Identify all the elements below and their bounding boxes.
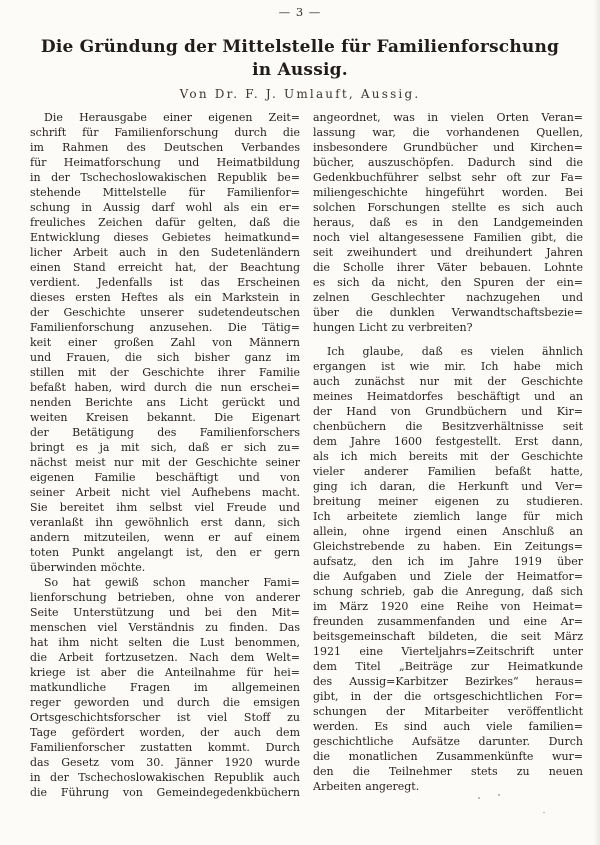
text-line: vieler anderer Familien befaßt hatte, — [313, 465, 583, 478]
text-line: befaßt haben, wird durch die nun erschei= — [30, 381, 300, 394]
text-line: Ortsgeschichtsforscher ist viel Stoff zu — [30, 711, 300, 724]
text-line: des Aussig=Karbitzer Bezirkes“ heraus= — [313, 675, 583, 688]
text-line: der Geschichte unserer sudetendeutschen — [30, 306, 300, 319]
text-line: lassung war, die vorhandenen Quellen, — [313, 126, 583, 139]
page-number: — 3 — — [278, 5, 322, 19]
text-line: schung in Aussig darf wohl als ein er= — [30, 201, 300, 214]
text-line: beitsgemeinschaft bildeten, die seit März — [313, 630, 583, 643]
text-line: stehende Mittelstelle für Familienfor= — [30, 186, 300, 199]
text-line: auch zunächst nur mit der Geschichte — [313, 375, 583, 388]
text-line: Arbeiten angeregt. — [313, 780, 420, 793]
text-line: Familienforschung anzusehen. Die Tätig= — [30, 321, 300, 334]
text-line: lienforschung betrieben, ohne von anderer — [30, 591, 300, 604]
text-line: gibt, in der die ortsgeschichtlichen For= — [313, 690, 583, 703]
text-line: die monatlichen Zusammenkünfte wur= — [313, 750, 583, 763]
text-line: Sie bereitet ihm selbst viel Freude und — [30, 501, 300, 514]
text-line: schungen der Mitarbeiter veröffentlicht — [313, 705, 583, 718]
text-line: einen Stand erreicht hat, der Beachtung — [30, 261, 300, 274]
text-line: toten Punkt angelangt ist, den er gern — [30, 546, 300, 559]
text-line: Tage gefördert worden, der auch dem — [30, 726, 300, 739]
text-line: der Hand von Grundbüchern und Kir= — [313, 405, 583, 418]
text-line: nächst meist nur mit der Geschichte seiner — [30, 456, 300, 469]
text-line: Seite Unterstützung und bei den Mit= — [30, 606, 300, 619]
text-line: in der Tschechoslowakischen Republik be= — [30, 171, 300, 184]
text-line: seiner Arbeit nicht viel Aufhebens macht. — [30, 486, 300, 499]
paragraph — [30, 575, 300, 800]
scan-speck — [543, 812, 545, 813]
text-line: andern mitzuteilen, wenn er auf einem — [30, 531, 300, 544]
text-line: den die Teilnehmer stets zu neuen — [313, 765, 583, 778]
text-line: Familienforscher zustatten kommt. Durch — [30, 741, 300, 754]
text-line: dem Titel „Beiträge zur Heimatkunde — [313, 660, 583, 673]
text-line: das Gesetz vom 30. Jänner 1920 wurde — [30, 756, 300, 769]
text-line: Ich arbeitete ziemlich lange für mich — [313, 510, 583, 523]
text-line: schrift für Familienforschung durch die — [30, 126, 300, 139]
text-line: weiten Kreisen bekannt. Die Eigenart — [30, 411, 300, 424]
text-line: freunden zusammenfanden und eine Ar= — [313, 615, 583, 628]
text-line: die Arbeit fortzusetzen. Nach dem Welt= — [30, 651, 300, 664]
text-line: eigenen Familie beschäftigt und von — [30, 471, 300, 484]
text-line: im Rahmen des Deutschen Verbandes — [30, 141, 300, 154]
text-line: für Heimatforschung und Heimatbildung — [30, 156, 300, 169]
text-line: menschen viel Verständnis zu finden. Das — [30, 621, 300, 634]
text-line: überwinden möchte. — [30, 561, 146, 574]
text-line: geschichtliche Aufsätze darunter. Durch — [313, 735, 583, 748]
text-line: der Betätigung des Familienforschers — [30, 426, 300, 439]
article-title-line-2: in Aussig. — [252, 60, 348, 80]
author-byline: Von Dr. F. J. Umlauft, Aussig. — [179, 87, 421, 101]
article-title — [0, 36, 600, 82]
text-line: licher Arbeit auch in den Sudetenländern — [30, 246, 300, 259]
article-title-line-1: Die Gründung der Mittelstelle für Familienforschung — [40, 37, 560, 57]
text-line: allein, ohne irgend einen Anschluß an — [313, 525, 583, 538]
text-line: und Frauen, die sich bisher ganz im — [30, 351, 300, 364]
text-line: seit zweihundert und dreihundert Jahren — [313, 246, 583, 259]
text-line: es sich da nicht, den Spuren der ein= — [313, 276, 583, 289]
text-line: insbesondere Grundbücher und Kirchen= — [313, 141, 583, 154]
text-line: meines Heimatdorfes beschäftigt und an — [313, 390, 583, 403]
text-line: Ich glaube, daß es vielen ähnlich — [327, 345, 583, 358]
text-line: heraus, daß es in den Landgemeinden — [313, 216, 583, 229]
text-line: hat ihm nicht selten die Lust benommen, — [30, 636, 300, 649]
text-line: zelnen Geschlechter nachzugehen und — [313, 291, 583, 304]
text-line: keit einer großen Zahl von Männern — [30, 336, 300, 349]
text-line: im März 1920 eine Reihe von Heimat= — [313, 600, 583, 613]
text-line: breitung meiner eigenen zu studieren. — [313, 495, 583, 508]
text-line: stillen mit der Geschichte ihrer Familie — [30, 366, 300, 379]
text-line: Gleichstrebende zu haben. Ein Zeitungs= — [313, 540, 583, 553]
right-column — [313, 110, 583, 800]
paragraph — [313, 344, 583, 794]
text-line: Die Herausgabe einer eigenen Zeit= — [44, 111, 300, 124]
text-line: aufsatz, den ich im Jahre 1919 über — [313, 555, 583, 568]
text-line: noch viel altangesessene Familien gibt, die — [313, 231, 583, 244]
text-line: reger geworden und durch die emsigen — [30, 696, 300, 709]
text-line: freuliches Zeichen dafür gelten, daß die — [30, 216, 300, 229]
paragraph — [313, 110, 583, 335]
text-line: werden. Es sind auch viele familien= — [313, 720, 583, 733]
text-line: nenden Berichte ans Licht gerückt und — [30, 396, 300, 409]
text-line: veranlaßt ihn gewöhnlich erst dann, sich — [30, 516, 300, 529]
text-line: die Aufgaben und Ziele der Heimatfor= — [313, 570, 583, 583]
text-line: So hat gewiß schon mancher Fami= — [44, 576, 300, 589]
text-line: die Scholle ihrer Väter bebauen. Lohnte — [313, 261, 583, 274]
text-line: die Führung von Gemeindegedenkbüchern — [30, 786, 300, 799]
text-line: miliengeschichte hingeführt worden. Bei — [313, 186, 583, 199]
text-line: matkundliche Fragen im allgemeinen — [30, 681, 300, 694]
text-line: schung schrieb, gab die Anregung, daß sich — [313, 585, 583, 598]
text-line: Gedenkbuchführer selbst sehr oft zur Fa= — [313, 171, 583, 184]
text-line: dieses ersten Heftes als ein Markstein in — [30, 291, 300, 304]
text-columns — [0, 110, 600, 800]
text-line: in der Tschechoslowakischen Republik auch — [30, 771, 300, 784]
text-line: als ich mich bereits mit der Geschichte — [313, 450, 583, 463]
text-line: verdient. Jedenfalls ist das Erscheinen — [30, 276, 300, 289]
left-column — [30, 110, 300, 800]
text-line: dem Jahre 1600 festgestellt. Erst dann, — [313, 435, 583, 448]
text-line: ging ich daran, die Herkunft und Ver= — [313, 480, 583, 493]
text-line: 1921 eine Vierteljahrs=Zeitschrift unter — [313, 645, 583, 658]
text-line: angeordnet, was in vielen Orten Veran= — [313, 111, 583, 124]
text-line: bringt es ja mit sich, daß er sich zu= — [30, 441, 300, 454]
paragraph — [30, 110, 300, 575]
text-line: bücher, auszuschöpfen. Dadurch sind die — [313, 156, 583, 169]
text-line: Entwicklung dieses Gebietes heimatkund= — [30, 231, 300, 244]
text-line: chenbüchern die Besitzverhältnisse seit — [313, 420, 583, 433]
text-line: kriege ist aber die Anteilnahme für hei= — [30, 666, 300, 679]
text-line: hungen Licht zu verbreiten? — [313, 321, 473, 334]
text-line: solchen Forschungen stellte es sich auch — [313, 201, 583, 214]
text-line: über die dunklen Verwandtschaftsbezie= — [313, 306, 583, 319]
text-line: ergangen ist wie mir. Ich habe mich — [313, 360, 583, 373]
